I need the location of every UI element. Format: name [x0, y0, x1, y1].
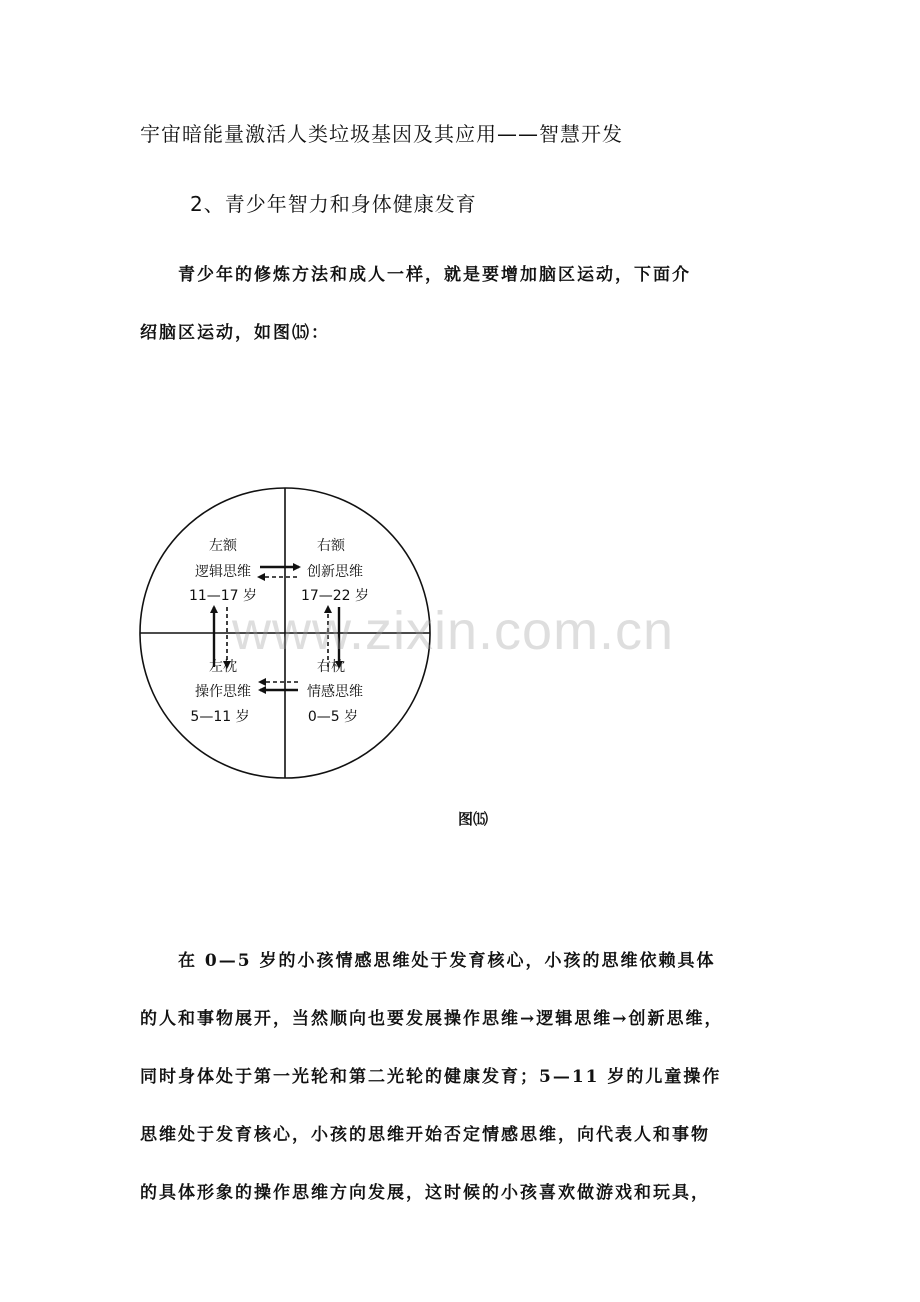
intro-line: 绍脑区运动，如图⒂：	[140, 323, 330, 343]
top-right-region: 右额	[317, 538, 345, 554]
body-paragraph	[140, 932, 724, 1222]
body-line: 在 0—5 岁的小孩情感思维处于发育核心，小孩的思维依赖具体	[140, 951, 716, 971]
bottom-left-age: 5—11 岁	[190, 709, 250, 725]
section-heading: 2、青少年智力和身体健康发育	[190, 192, 477, 216]
top-right-age: 17—22 岁	[300, 588, 370, 604]
bottom-right-mode: 情感思维	[307, 684, 363, 700]
intro-line: 青少年的修炼方法和成人一样，就是要增加脑区运动，下面介	[140, 265, 691, 285]
bottom-right-age: 0—5 岁	[307, 709, 359, 725]
body-line: 的具体形象的操作思维方向发展，这时候的小孩喜欢做游戏和玩具，	[140, 1183, 710, 1203]
document-title: 宇宙暗能量激活人类垃圾基因及其应用——智慧开发	[140, 122, 623, 146]
bottom-right-region: 右枕	[317, 659, 345, 675]
body-line: 思维处于发育核心，小孩的思维开始否定情感思维，向代表人和事物	[140, 1125, 710, 1145]
bottom-left-mode: 操作思维	[195, 684, 251, 700]
intro-paragraph	[140, 246, 691, 362]
top-left-mode: 逻辑思维	[195, 564, 251, 580]
body-line: 的人和事物展开，当然顺向也要发展操作思维→逻辑思维→创新思维，	[140, 1009, 724, 1029]
watermark: www.zixin.com.cn	[232, 601, 675, 661]
bottom-left-region: 左枕	[209, 659, 237, 675]
body-line: 同时身体处于第一光轮和第二光轮的健康发育；5—11 岁的儿童操作	[140, 1067, 722, 1087]
figure-caption: 图⒂	[458, 810, 489, 828]
top-right-mode: 创新思维	[307, 564, 363, 580]
top-left-region: 左额	[209, 538, 237, 554]
top-left-age: 11—17 岁	[188, 588, 258, 604]
